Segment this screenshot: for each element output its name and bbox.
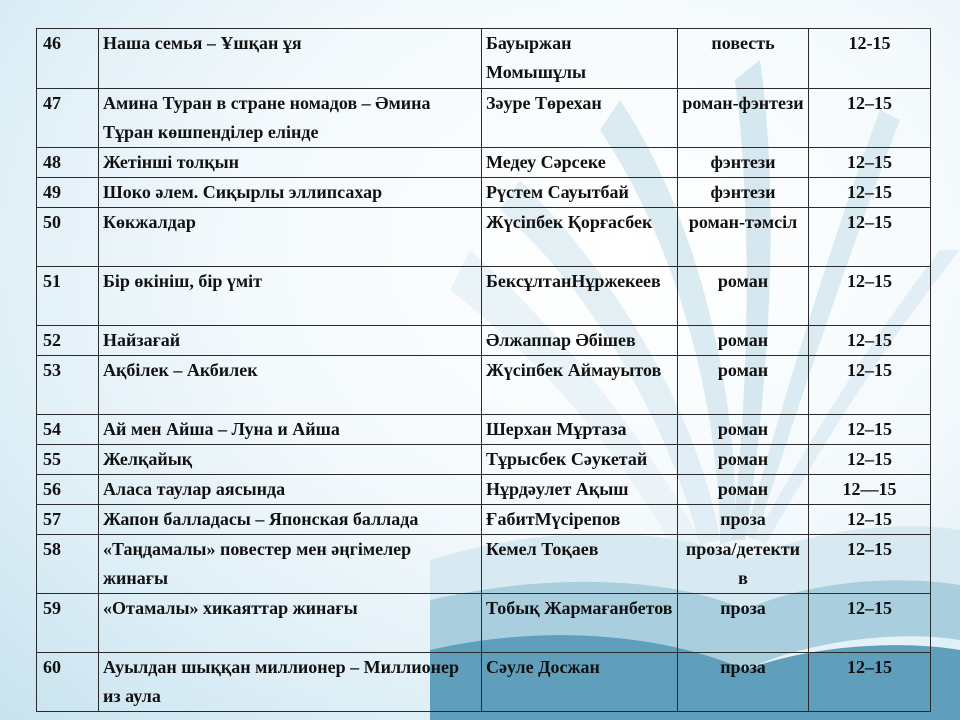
book-genre: проза (678, 653, 809, 712)
age-range: 12–15 (809, 89, 931, 148)
row-number: 60 (37, 653, 99, 712)
book-title: Жетінші толқын (99, 148, 482, 178)
book-genre: проза (678, 594, 809, 653)
row-number: 53 (37, 356, 99, 415)
age-range: 12–15 (809, 178, 931, 208)
age-range: 12–15 (809, 594, 931, 653)
table-row (37, 594, 931, 653)
row-number: 55 (37, 445, 99, 475)
book-genre: фэнтези (678, 178, 809, 208)
table-row (37, 267, 931, 326)
age-range: 12–15 (809, 415, 931, 445)
row-number: 58 (37, 535, 99, 594)
age-range: 12–15 (809, 505, 931, 535)
book-genre: роман (678, 475, 809, 505)
book-title: Найзағай (99, 326, 482, 356)
book-genre: роман (678, 415, 809, 445)
row-number: 48 (37, 148, 99, 178)
table-row (37, 29, 931, 89)
book-author: Нұрдәулет Ақыш (482, 475, 678, 505)
book-list-body (37, 29, 931, 712)
row-number: 52 (37, 326, 99, 356)
table-row (37, 475, 931, 505)
book-title: Желқайық (99, 445, 482, 475)
book-author: Жүсіпбек Аймауытов (482, 356, 678, 415)
age-range: 12-15 (809, 29, 931, 89)
book-genre: роман (678, 356, 809, 415)
row-number: 51 (37, 267, 99, 326)
book-genre: повесть (678, 29, 809, 89)
book-author: Сәуле Досжан (482, 653, 678, 712)
book-title: Шоко әлем. Сиқырлы эллипсахар (99, 178, 482, 208)
row-number: 46 (37, 29, 99, 89)
age-range: 12–15 (809, 326, 931, 356)
book-author: БексұлтанНұржекеев (482, 267, 678, 326)
row-number: 59 (37, 594, 99, 653)
age-range: 12–15 (809, 356, 931, 415)
book-genre: проза (678, 505, 809, 535)
table-row (37, 653, 931, 712)
book-author: Әлжаппар Әбішев (482, 326, 678, 356)
row-number: 50 (37, 208, 99, 267)
row-number: 56 (37, 475, 99, 505)
book-genre: фэнтези (678, 148, 809, 178)
book-title: Амина Туран в стране номадов – Әмина Тұран көшпенділер елінде (99, 89, 482, 148)
book-title: Бір өкініш, бір үміт (99, 267, 482, 326)
table-row (37, 415, 931, 445)
book-title: Көкжалдар (99, 208, 482, 267)
row-number: 49 (37, 178, 99, 208)
book-author: Тұрысбек Сәукетай (482, 445, 678, 475)
table-row (37, 148, 931, 178)
book-author: Шерхан Мұртаза (482, 415, 678, 445)
book-author: Медеу Сәрсеке (482, 148, 678, 178)
book-author: Кемел Тоқаев (482, 535, 678, 594)
age-range: 12—15 (809, 475, 931, 505)
age-range: 12–15 (809, 653, 931, 712)
book-title: Ауылдан шыққан миллионер – Миллионер из аула (99, 653, 482, 712)
age-range: 12–15 (809, 267, 931, 326)
book-title: «Таңдамалы» повестер мен әңгімелер жинағы (99, 535, 482, 594)
row-number: 47 (37, 89, 99, 148)
table-row (37, 356, 931, 415)
book-title: Жапон балладасы – Японская баллада (99, 505, 482, 535)
table-row (37, 208, 931, 267)
book-genre: роман (678, 445, 809, 475)
book-genre: роман (678, 326, 809, 356)
book-genre: роман (678, 267, 809, 326)
book-title: Наша семья – Ұшқан ұя (99, 29, 482, 89)
table-row (37, 178, 931, 208)
table-row (37, 445, 931, 475)
book-author: Бауыржан Момышұлы (482, 29, 678, 89)
book-title: Ақбілек – Акбилек (99, 356, 482, 415)
book-title: «Отамалы» хикаяттар жинағы (99, 594, 482, 653)
age-range: 12–15 (809, 148, 931, 178)
table-row (37, 505, 931, 535)
row-number: 54 (37, 415, 99, 445)
book-title: Ай мен Айша – Луна и Айша (99, 415, 482, 445)
book-author: ҒабитМүсірепов (482, 505, 678, 535)
book-title: Алаcа таулар аясында (99, 475, 482, 505)
age-range: 12–15 (809, 535, 931, 594)
table-row (37, 89, 931, 148)
table-row (37, 535, 931, 594)
age-range: 12–15 (809, 445, 931, 475)
book-genre: роман-тәмсіл (678, 208, 809, 267)
book-genre: проза/детектив (678, 535, 809, 594)
book-author: Тобық Жармағанбетов (482, 594, 678, 653)
book-author: Жүсіпбек Қорғасбек (482, 208, 678, 267)
book-author: Зәуре Төрехан (482, 89, 678, 148)
book-author: Рүстем Сауытбай (482, 178, 678, 208)
table-row (37, 326, 931, 356)
row-number: 57 (37, 505, 99, 535)
age-range: 12–15 (809, 208, 931, 267)
book-genre: роман-фэнтези (678, 89, 809, 148)
book-list-table (36, 28, 931, 712)
